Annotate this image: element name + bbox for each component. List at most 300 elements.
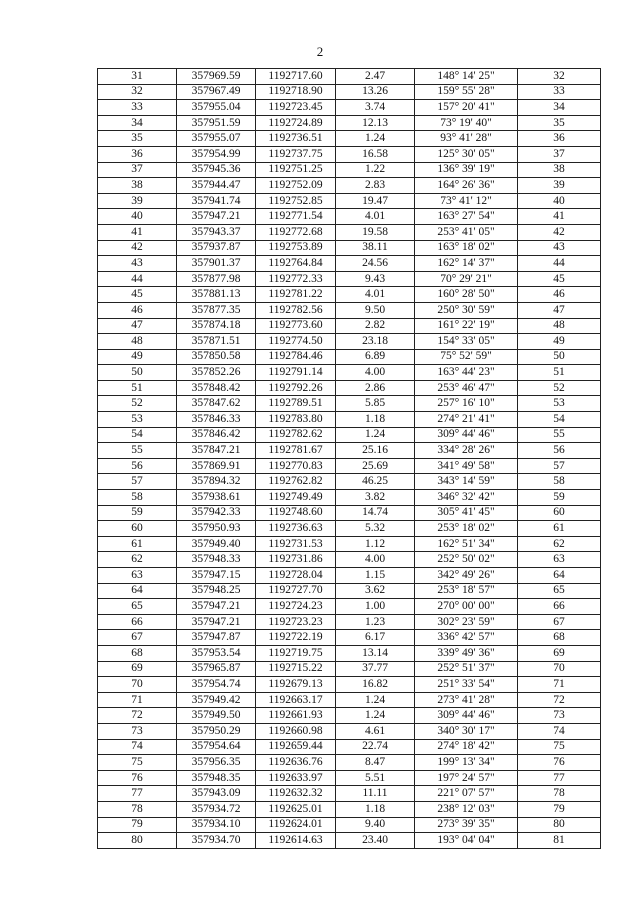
table-row [98, 162, 601, 178]
point-number-cell: 66 [98, 614, 177, 630]
y-coordinate-cell: 1192719.75 [256, 645, 336, 661]
y-coordinate-cell: 1192661.93 [256, 708, 336, 724]
table-row [98, 692, 601, 708]
bearing-cell: 154° 33' 05" [415, 334, 518, 350]
table-row [98, 521, 601, 537]
next-point-cell: 77 [518, 770, 601, 786]
table-row [98, 69, 601, 85]
y-coordinate-cell: 1192791.14 [256, 365, 336, 381]
y-coordinate-cell: 1192792.26 [256, 380, 336, 396]
x-coordinate-cell: 357947.15 [177, 568, 256, 584]
x-coordinate-cell: 357871.51 [177, 334, 256, 350]
x-coordinate-cell: 357848.42 [177, 380, 256, 396]
coordinates-table [97, 68, 601, 849]
table-row [98, 817, 601, 833]
x-coordinate-cell: 357953.54 [177, 645, 256, 661]
x-coordinate-cell: 357969.59 [177, 69, 256, 85]
bearing-cell: 75° 52' 59" [415, 349, 518, 365]
distance-cell: 9.40 [336, 817, 415, 833]
x-coordinate-cell: 357877.98 [177, 271, 256, 287]
bearing-cell: 342° 49' 26" [415, 568, 518, 584]
next-point-cell: 49 [518, 334, 601, 350]
bearing-cell: 343° 14' 59" [415, 474, 518, 490]
next-point-cell: 36 [518, 131, 601, 147]
coordinates-table-body [98, 69, 601, 849]
bearing-cell: 252° 51' 37" [415, 661, 518, 677]
next-point-cell: 60 [518, 505, 601, 521]
y-coordinate-cell: 1192764.84 [256, 256, 336, 272]
point-number-cell: 32 [98, 84, 177, 100]
next-point-cell: 67 [518, 614, 601, 630]
bearing-cell: 73° 41' 12" [415, 193, 518, 209]
table-row [98, 474, 601, 490]
distance-cell: 1.18 [336, 412, 415, 428]
table-row [98, 755, 601, 771]
bearing-cell: 341° 49' 58" [415, 458, 518, 474]
distance-cell: 12.13 [336, 115, 415, 131]
table-row [98, 661, 601, 677]
x-coordinate-cell: 357934.70 [177, 833, 256, 849]
point-number-cell: 62 [98, 552, 177, 568]
table-row [98, 193, 601, 209]
bearing-cell: 253° 18' 02" [415, 521, 518, 537]
table-row [98, 458, 601, 474]
table-row [98, 287, 601, 303]
page-number: 2 [316, 44, 324, 59]
next-point-cell: 34 [518, 100, 601, 116]
x-coordinate-cell: 357947.87 [177, 630, 256, 646]
point-number-cell: 38 [98, 178, 177, 194]
y-coordinate-cell: 1192752.85 [256, 193, 336, 209]
table-row [98, 552, 601, 568]
next-point-cell: 47 [518, 302, 601, 318]
y-coordinate-cell: 1192614.63 [256, 833, 336, 849]
bearing-cell: 252° 50' 02" [415, 552, 518, 568]
y-coordinate-cell: 1192737.75 [256, 146, 336, 162]
point-number-cell: 79 [98, 817, 177, 833]
distance-cell: 16.58 [336, 146, 415, 162]
table-row [98, 302, 601, 318]
next-point-cell: 68 [518, 630, 601, 646]
bearing-cell: 253° 18' 57" [415, 583, 518, 599]
table-row [98, 256, 601, 272]
point-number-cell: 56 [98, 458, 177, 474]
distance-cell: 13.14 [336, 645, 415, 661]
y-coordinate-cell: 1192722.19 [256, 630, 336, 646]
next-point-cell: 46 [518, 287, 601, 303]
x-coordinate-cell: 357850.58 [177, 349, 256, 365]
bearing-cell: 163° 44' 23" [415, 365, 518, 381]
y-coordinate-cell: 1192753.89 [256, 240, 336, 256]
point-number-cell: 54 [98, 427, 177, 443]
table-row [98, 723, 601, 739]
distance-cell: 24.56 [336, 256, 415, 272]
table-row [98, 84, 601, 100]
bearing-cell: 162° 51' 34" [415, 536, 518, 552]
next-point-cell: 32 [518, 69, 601, 85]
x-coordinate-cell: 357947.21 [177, 209, 256, 225]
distance-cell: 9.43 [336, 271, 415, 287]
point-number-cell: 70 [98, 677, 177, 693]
next-point-cell: 71 [518, 677, 601, 693]
y-coordinate-cell: 1192663.17 [256, 692, 336, 708]
point-number-cell: 65 [98, 599, 177, 615]
table-row [98, 349, 601, 365]
table-row [98, 146, 601, 162]
table-row [98, 505, 601, 521]
y-coordinate-cell: 1192748.60 [256, 505, 336, 521]
bearing-cell: 199° 13' 34" [415, 755, 518, 771]
bearing-cell: 162° 14' 37" [415, 256, 518, 272]
point-number-cell: 51 [98, 380, 177, 396]
distance-cell: 5.51 [336, 770, 415, 786]
distance-cell: 8.47 [336, 755, 415, 771]
point-number-cell: 44 [98, 271, 177, 287]
point-number-cell: 46 [98, 302, 177, 318]
distance-cell: 1.12 [336, 536, 415, 552]
bearing-cell: 70° 29' 21" [415, 271, 518, 287]
y-coordinate-cell: 1192723.23 [256, 614, 336, 630]
distance-cell: 19.58 [336, 224, 415, 240]
next-point-cell: 79 [518, 801, 601, 817]
next-point-cell: 35 [518, 115, 601, 131]
table-row [98, 427, 601, 443]
point-number-cell: 42 [98, 240, 177, 256]
distance-cell: 4.01 [336, 287, 415, 303]
next-point-cell: 58 [518, 474, 601, 490]
y-coordinate-cell: 1192772.68 [256, 224, 336, 240]
x-coordinate-cell: 357877.35 [177, 302, 256, 318]
next-point-cell: 39 [518, 178, 601, 194]
point-number-cell: 39 [98, 193, 177, 209]
point-number-cell: 78 [98, 801, 177, 817]
point-number-cell: 76 [98, 770, 177, 786]
x-coordinate-cell: 357901.37 [177, 256, 256, 272]
x-coordinate-cell: 357955.04 [177, 100, 256, 116]
y-coordinate-cell: 1192751.25 [256, 162, 336, 178]
next-point-cell: 59 [518, 490, 601, 506]
next-point-cell: 55 [518, 427, 601, 443]
point-number-cell: 52 [98, 396, 177, 412]
table-row [98, 131, 601, 147]
bearing-cell: 336° 42' 57" [415, 630, 518, 646]
table-row [98, 100, 601, 116]
x-coordinate-cell: 357967.49 [177, 84, 256, 100]
bearing-cell: 161° 22' 19" [415, 318, 518, 334]
table-row [98, 365, 601, 381]
table-row [98, 240, 601, 256]
y-coordinate-cell: 1192770.83 [256, 458, 336, 474]
point-number-cell: 60 [98, 521, 177, 537]
next-point-cell: 74 [518, 723, 601, 739]
y-coordinate-cell: 1192773.60 [256, 318, 336, 334]
next-point-cell: 54 [518, 412, 601, 428]
y-coordinate-cell: 1192736.51 [256, 131, 336, 147]
bearing-cell: 163° 18' 02" [415, 240, 518, 256]
distance-cell: 25.16 [336, 443, 415, 459]
bearing-cell: 253° 46' 47" [415, 380, 518, 396]
table-row [98, 583, 601, 599]
y-coordinate-cell: 1192724.23 [256, 599, 336, 615]
x-coordinate-cell: 357950.93 [177, 521, 256, 537]
next-point-cell: 73 [518, 708, 601, 724]
bearing-cell: 193° 04' 04" [415, 833, 518, 849]
x-coordinate-cell: 357949.42 [177, 692, 256, 708]
bearing-cell: 309° 44' 46" [415, 708, 518, 724]
x-coordinate-cell: 357894.32 [177, 474, 256, 490]
distance-cell: 3.82 [336, 490, 415, 506]
next-point-cell: 45 [518, 271, 601, 287]
next-point-cell: 48 [518, 318, 601, 334]
bearing-cell: 163° 27' 54" [415, 209, 518, 225]
distance-cell: 4.01 [336, 209, 415, 225]
bearing-cell: 302° 23' 59" [415, 614, 518, 630]
y-coordinate-cell: 1192781.22 [256, 287, 336, 303]
next-point-cell: 70 [518, 661, 601, 677]
point-number-cell: 75 [98, 755, 177, 771]
next-point-cell: 72 [518, 692, 601, 708]
table-row [98, 209, 601, 225]
x-coordinate-cell: 357938.61 [177, 490, 256, 506]
distance-cell: 2.47 [336, 69, 415, 85]
point-number-cell: 69 [98, 661, 177, 677]
x-coordinate-cell: 357934.72 [177, 801, 256, 817]
distance-cell: 37.77 [336, 661, 415, 677]
y-coordinate-cell: 1192762.82 [256, 474, 336, 490]
next-point-cell: 75 [518, 739, 601, 755]
distance-cell: 2.82 [336, 318, 415, 334]
distance-cell: 22.74 [336, 739, 415, 755]
distance-cell: 38.11 [336, 240, 415, 256]
x-coordinate-cell: 357944.47 [177, 178, 256, 194]
bearing-cell: 157° 20' 41" [415, 100, 518, 116]
next-point-cell: 44 [518, 256, 601, 272]
distance-cell: 1.15 [336, 568, 415, 584]
point-number-cell: 50 [98, 365, 177, 381]
next-point-cell: 63 [518, 552, 601, 568]
x-coordinate-cell: 357949.50 [177, 708, 256, 724]
next-point-cell: 41 [518, 209, 601, 225]
table-row [98, 318, 601, 334]
table-row [98, 380, 601, 396]
point-number-cell: 53 [98, 412, 177, 428]
distance-cell: 19.47 [336, 193, 415, 209]
x-coordinate-cell: 357943.09 [177, 786, 256, 802]
table-row [98, 739, 601, 755]
distance-cell: 23.40 [336, 833, 415, 849]
distance-cell: 25.69 [336, 458, 415, 474]
bearing-cell: 273° 41' 28" [415, 692, 518, 708]
y-coordinate-cell: 1192724.89 [256, 115, 336, 131]
x-coordinate-cell: 357846.42 [177, 427, 256, 443]
x-coordinate-cell: 357951.59 [177, 115, 256, 131]
table-row [98, 271, 601, 287]
table-row [98, 770, 601, 786]
y-coordinate-cell: 1192660.98 [256, 723, 336, 739]
x-coordinate-cell: 357954.74 [177, 677, 256, 693]
bearing-cell: 251° 33' 54" [415, 677, 518, 693]
distance-cell: 3.62 [336, 583, 415, 599]
bearing-cell: 250° 30' 59" [415, 302, 518, 318]
y-coordinate-cell: 1192771.54 [256, 209, 336, 225]
point-number-cell: 72 [98, 708, 177, 724]
point-number-cell: 73 [98, 723, 177, 739]
next-point-cell: 81 [518, 833, 601, 849]
bearing-cell: 238° 12' 03" [415, 801, 518, 817]
bearing-cell: 221° 07' 57" [415, 786, 518, 802]
x-coordinate-cell: 357941.74 [177, 193, 256, 209]
x-coordinate-cell: 357847.21 [177, 443, 256, 459]
distance-cell: 11.11 [336, 786, 415, 802]
bearing-cell: 339° 49' 36" [415, 645, 518, 661]
y-coordinate-cell: 1192782.62 [256, 427, 336, 443]
point-number-cell: 74 [98, 739, 177, 755]
point-number-cell: 63 [98, 568, 177, 584]
y-coordinate-cell: 1192624.01 [256, 817, 336, 833]
next-point-cell: 37 [518, 146, 601, 162]
y-coordinate-cell: 1192717.60 [256, 69, 336, 85]
x-coordinate-cell: 357950.29 [177, 723, 256, 739]
table-row [98, 178, 601, 194]
next-point-cell: 52 [518, 380, 601, 396]
x-coordinate-cell: 357948.33 [177, 552, 256, 568]
next-point-cell: 57 [518, 458, 601, 474]
distance-cell: 2.83 [336, 178, 415, 194]
x-coordinate-cell: 357937.87 [177, 240, 256, 256]
point-number-cell: 41 [98, 224, 177, 240]
distance-cell: 1.24 [336, 708, 415, 724]
y-coordinate-cell: 1192727.70 [256, 583, 336, 599]
y-coordinate-cell: 1192789.51 [256, 396, 336, 412]
next-point-cell: 61 [518, 521, 601, 537]
x-coordinate-cell: 357948.35 [177, 770, 256, 786]
distance-cell: 1.24 [336, 427, 415, 443]
next-point-cell: 76 [518, 755, 601, 771]
y-coordinate-cell: 1192632.32 [256, 786, 336, 802]
y-coordinate-cell: 1192752.09 [256, 178, 336, 194]
point-number-cell: 77 [98, 786, 177, 802]
table-row [98, 599, 601, 615]
x-coordinate-cell: 357881.13 [177, 287, 256, 303]
next-point-cell: 51 [518, 365, 601, 381]
point-number-cell: 71 [98, 692, 177, 708]
distance-cell: 3.74 [336, 100, 415, 116]
distance-cell: 4.61 [336, 723, 415, 739]
point-number-cell: 34 [98, 115, 177, 131]
table-row [98, 490, 601, 506]
table-row [98, 786, 601, 802]
distance-cell: 23.18 [336, 334, 415, 350]
table-row [98, 614, 601, 630]
point-number-cell: 47 [98, 318, 177, 334]
y-coordinate-cell: 1192784.46 [256, 349, 336, 365]
next-point-cell: 42 [518, 224, 601, 240]
distance-cell: 46.25 [336, 474, 415, 490]
distance-cell: 1.23 [336, 614, 415, 630]
x-coordinate-cell: 357934.10 [177, 817, 256, 833]
next-point-cell: 66 [518, 599, 601, 615]
y-coordinate-cell: 1192718.90 [256, 84, 336, 100]
point-number-cell: 61 [98, 536, 177, 552]
point-number-cell: 58 [98, 490, 177, 506]
table-row [98, 224, 601, 240]
table-row [98, 396, 601, 412]
distance-cell: 1.18 [336, 801, 415, 817]
distance-cell: 6.89 [336, 349, 415, 365]
next-point-cell: 38 [518, 162, 601, 178]
distance-cell: 2.86 [336, 380, 415, 396]
point-number-cell: 55 [98, 443, 177, 459]
point-number-cell: 43 [98, 256, 177, 272]
distance-cell: 1.24 [336, 131, 415, 147]
point-number-cell: 33 [98, 100, 177, 116]
next-point-cell: 56 [518, 443, 601, 459]
x-coordinate-cell: 357948.25 [177, 583, 256, 599]
y-coordinate-cell: 1192781.67 [256, 443, 336, 459]
x-coordinate-cell: 357947.21 [177, 599, 256, 615]
point-number-cell: 31 [98, 69, 177, 85]
point-number-cell: 35 [98, 131, 177, 147]
distance-cell: 5.32 [336, 521, 415, 537]
y-coordinate-cell: 1192782.56 [256, 302, 336, 318]
x-coordinate-cell: 357954.64 [177, 739, 256, 755]
next-point-cell: 53 [518, 396, 601, 412]
x-coordinate-cell: 357943.37 [177, 224, 256, 240]
bearing-cell: 125° 30' 05" [415, 146, 518, 162]
bearing-cell: 197° 24' 57" [415, 770, 518, 786]
bearing-cell: 340° 30' 17" [415, 723, 518, 739]
next-point-cell: 62 [518, 536, 601, 552]
y-coordinate-cell: 1192633.97 [256, 770, 336, 786]
bearing-cell: 273° 39' 35" [415, 817, 518, 833]
distance-cell: 16.82 [336, 677, 415, 693]
distance-cell: 9.50 [336, 302, 415, 318]
x-coordinate-cell: 357869.91 [177, 458, 256, 474]
point-number-cell: 59 [98, 505, 177, 521]
table-row [98, 677, 601, 693]
point-number-cell: 68 [98, 645, 177, 661]
bearing-cell: 274° 18' 42" [415, 739, 518, 755]
table-row [98, 443, 601, 459]
y-coordinate-cell: 1192783.80 [256, 412, 336, 428]
bearing-cell: 160° 28' 50" [415, 287, 518, 303]
bearing-cell: 253° 41' 05" [415, 224, 518, 240]
table-row [98, 630, 601, 646]
next-point-cell: 33 [518, 84, 601, 100]
table-row [98, 115, 601, 131]
point-number-cell: 80 [98, 833, 177, 849]
point-number-cell: 40 [98, 209, 177, 225]
next-point-cell: 69 [518, 645, 601, 661]
next-point-cell: 65 [518, 583, 601, 599]
y-coordinate-cell: 1192723.45 [256, 100, 336, 116]
next-point-cell: 43 [518, 240, 601, 256]
distance-cell: 14.74 [336, 505, 415, 521]
bearing-cell: 93° 41' 28" [415, 131, 518, 147]
bearing-cell: 136° 39' 19" [415, 162, 518, 178]
x-coordinate-cell: 357955.07 [177, 131, 256, 147]
x-coordinate-cell: 357965.87 [177, 661, 256, 677]
x-coordinate-cell: 357949.40 [177, 536, 256, 552]
x-coordinate-cell: 357956.35 [177, 755, 256, 771]
x-coordinate-cell: 357846.33 [177, 412, 256, 428]
y-coordinate-cell: 1192772.33 [256, 271, 336, 287]
next-point-cell: 80 [518, 817, 601, 833]
bearing-cell: 270° 00' 00" [415, 599, 518, 615]
point-number-cell: 49 [98, 349, 177, 365]
bearing-cell: 148° 14' 25" [415, 69, 518, 85]
y-coordinate-cell: 1192659.44 [256, 739, 336, 755]
